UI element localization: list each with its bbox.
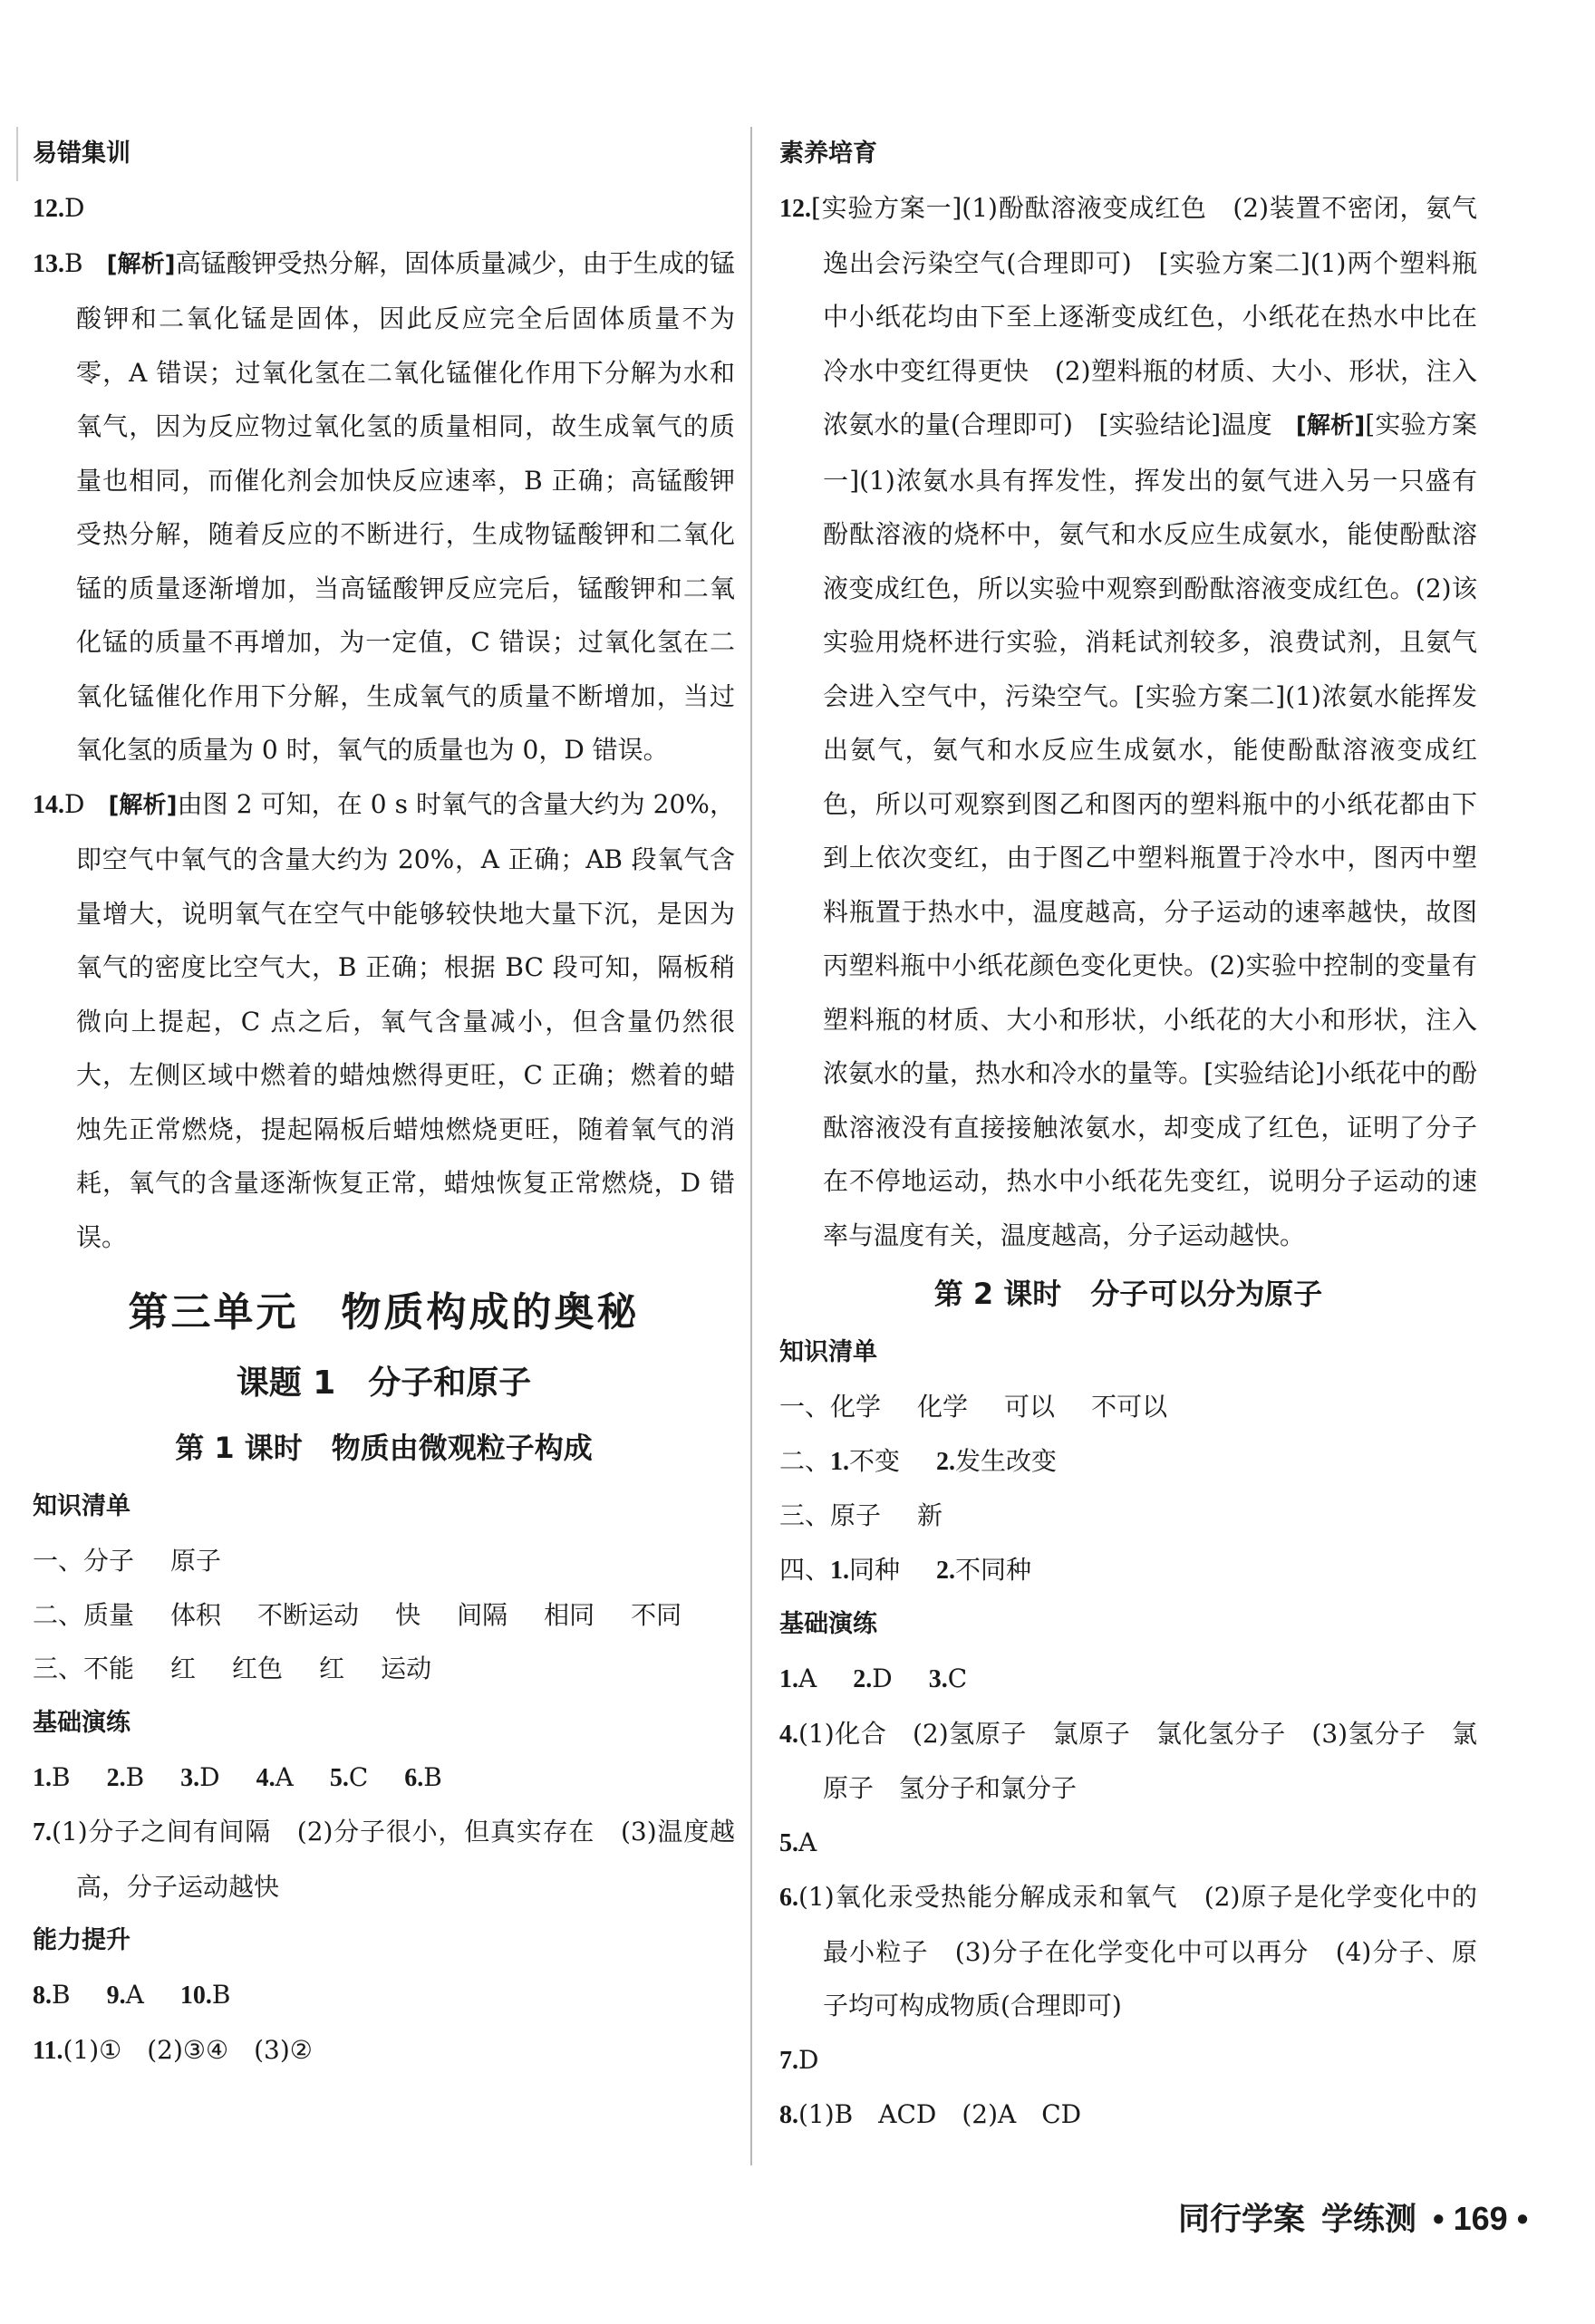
knowledge-line-2-right: 二、1.不变 2.发生改变: [779, 1445, 1058, 1476]
answer-4-right: 4.(1)化合 (2)氢原子 氯原子 氯化氢分子 (3)氢分子 氯原子 氢分子和氯分子: [779, 1718, 1477, 1803]
period-2-title: 第 2 课时 分子可以分为原子: [933, 1277, 1323, 1311]
knowledge-line-4-right: 四、1.同种 2.不同种: [779, 1554, 1032, 1585]
period-1-title: 第 1 课时 物质由微观粒子构成: [175, 1431, 593, 1465]
answer-7-left: 7.(1)分子之间有间隔 (2)分子很小，但真实存在 (3)温度越高，分子运动越快: [33, 1817, 735, 1902]
knowledge-line-1: 一、分子 原子: [33, 1546, 222, 1576]
page-number: • 169 •: [1433, 2200, 1529, 2237]
left-margin-rule: [16, 127, 18, 181]
unit-title: 第三单元 物质构成的奥秘: [128, 1289, 640, 1336]
knowledge-line-3: 三、不能 红 红色 红 运动: [33, 1654, 432, 1683]
lesson-title: 课题 1 分子和原子: [236, 1365, 532, 1402]
knowledge-line-2: 二、质量 体积 不断运动 快 间隔 相同 不同: [33, 1599, 682, 1630]
right-column: [779, 127, 1477, 2143]
section-heading-jichu-left: 基础演练: [33, 1708, 130, 1737]
answer-13-left: 13.B [解析]高锰酸钾受热分解，固体质量减少，由于生成的锰酸钾和二氧化锰是固体，因此反应完全后固体质量不为零，A 错误；过氧化氢在二氧化锰催化作用下分解为水和氧气，因为反应物过氧化氢的质量相同，故生成氧气的质量也相同，而催化剂会加快反应速率，B 正确；高锰酸钾受热分解，随着反应的不断进行，生成物锰酸钾和二氧化锰的质量逐渐增加，当高锰酸钾反应完后，锰酸钾和二氧化锰的质量不再增加，为一定值，C 错误；过氧化氢在二氧化锰催化作用下分解，生成氧气的质量不断增加，当过氧化氢的质量为 0 时，氧气的质量也为 0，D 错误。: [33, 247, 735, 765]
knowledge-line-3-right: 三、原子 新: [779, 1500, 943, 1530]
answer-14-left: 14.D [解析]由图 2 可知，在 0 s 时氧气的含量大约为 20%，即空气中氧气的含量大约为 20%，A 正确；AB 段氧气含量增大，说明氧气在空气中能够较快地大量下沉，是因为氧气的密度比空气大，B 正确；根据 BC 段可知，隔板稍微向上提起，C 点之后，氧气含量减小，但含量仍然很大，左侧区域中燃着的蜡烛燃得更旺，C 正确；燃着的蜡烛先正常燃烧，提起隔板后蜡烛燃烧更旺，随着氧气的消耗，氧气的含量逐渐恢复正常，蜡烛恢复正常燃烧，D 错误。: [33, 788, 735, 1252]
analysis-tag: [解析]: [108, 791, 178, 819]
footer-subtitle: 学练测: [1321, 2202, 1417, 2238]
answer-5-right: 5.A: [779, 1827, 817, 1857]
answer-11-left: 11.(1)① (2)③④ (3)②: [33, 2034, 313, 2065]
analysis-tag: [解析]: [1295, 412, 1366, 439]
section-heading-nengli: 能力提升: [33, 1926, 130, 1954]
section-heading-suyang: 素养培育: [779, 140, 877, 168]
column-divider: [750, 127, 752, 2165]
section-heading-jichu-right: 基础演练: [779, 1610, 877, 1638]
knowledge-line-1-right: 一、化学 化学 可以 不可以: [779, 1392, 1168, 1422]
section-heading-yicuo: 易错集训: [33, 140, 130, 168]
answer-12-right: 12.[实验方案一](1)酚酞溶液变成红色 (2)装置不密闭，氨气逸出会污染空气(合理即可) [实验方案二](1)两个塑料瓶中小纸花均由下至上逐渐变成红色，小纸花在热水中比在冷水中变红得更快 (2)塑料瓶的材质、大小、形状，注入浓氨水的量(合理即可) [实验结论]温度 [解析][实验方案一](1)浓氨水具有挥发性，挥发出的氨气进入另一只盛有酚酞溶液的烧杯中，氨气和水反应生成氨水，能使酚酞溶液变成红色，所以实验中观察到酚酞溶液变成红色。(2)该实验用烧杯进行实验，消耗试剂较多，浪费试剂，且氨气会进入空气中，污染空气。[实验方案二](1)浓氨水能挥发出氨气，氨气和水反应生成氨水，能使酚酞溶液变成红色，所以可观察到图乙和图丙的塑料瓶中的小纸花都由下到上依次变红，由于图乙中塑料瓶置于冷水中，图丙中塑料瓶置于热水中，温度越高，分子运动的速率越快，故图丙塑料瓶中小纸花颜色变化更快。(2)实验中控制的变量有塑料瓶的材质、大小和形状，小纸花的大小和形状，注入浓氨水的量，热水和冷水的量等。[实验结论]小纸花中的酚酞溶液没有直接接触浓氨水，却变成了红色，证明了分子在不停地运动，热水中小纸花先变红，说明分子运动的速率与温度有关，温度越高，分子运动越快。: [779, 193, 1477, 1250]
left-column: [33, 127, 735, 2078]
section-heading-zhishi-right: 知识清单: [779, 1338, 877, 1366]
answers-8-10: 8.B 9.A 10.B: [33, 1980, 231, 2010]
answer-6-right: 6.(1)氧化汞受热能分解成汞和氧气 (2)原子是化学变化中的最小粒子 (3)分子在化学变化中可以再分 (4)分子、原子均可构成物质(合理即可): [779, 1882, 1477, 2020]
section-heading-zhishi-left: 知识清单: [33, 1492, 130, 1520]
footer-brand: 同行学案: [1178, 2202, 1306, 2238]
analysis-tag: [解析]: [106, 250, 176, 278]
page-footer: [1178, 2194, 1541, 2240]
answer-8-right: 8.(1)B ACD (2)A CD: [779, 2099, 1082, 2129]
answers-1-6: 1.B 2.B 3.D 4.A 5.C 6.B: [33, 1761, 442, 1792]
answer-7-right: 7.D: [779, 2044, 819, 2075]
answer-12-left: 12.D: [33, 193, 85, 223]
answers-1-3-right: 1.A 2.D 3.C: [779, 1663, 968, 1693]
